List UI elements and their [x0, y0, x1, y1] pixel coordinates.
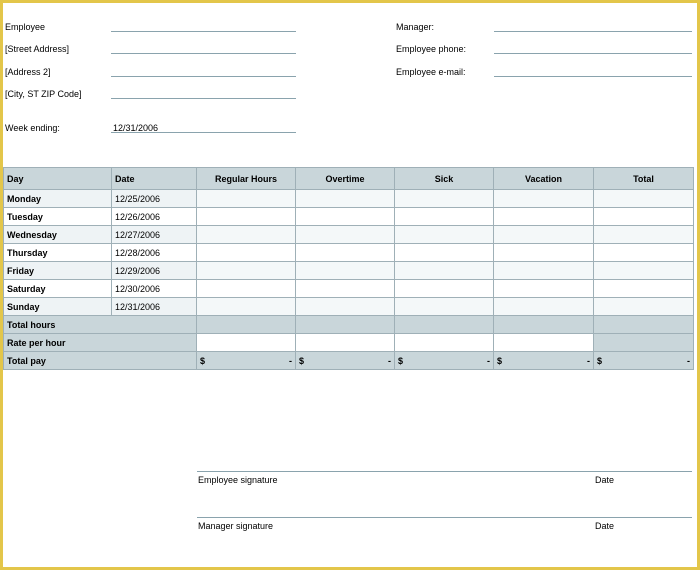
timesheet-table [3, 167, 694, 370]
vacation-cell[interactable] [494, 208, 594, 226]
date-cell[interactable]: 12/27/2006 [112, 226, 197, 244]
date-cell[interactable]: 12/26/2006 [112, 208, 197, 226]
column-header-date: Date [112, 168, 197, 190]
rate-per-hour-row [4, 334, 694, 352]
sick-cell[interactable] [395, 262, 494, 280]
total-cell[interactable] [594, 298, 694, 316]
overtime-cell[interactable] [296, 226, 395, 244]
sick-cell[interactable] [395, 280, 494, 298]
vacation-cell[interactable] [494, 262, 594, 280]
week-ending-field[interactable] [111, 132, 296, 133]
day-cell: Monday [4, 190, 112, 208]
total-hours-row [4, 316, 694, 334]
overtime-cell[interactable] [296, 190, 395, 208]
column-header-sick: Sick [395, 168, 494, 190]
total-sick-cell [395, 316, 494, 334]
employee-signature-date-label: Date [595, 475, 615, 485]
day-cell: Friday [4, 262, 112, 280]
date-cell[interactable]: 12/28/2006 [112, 244, 197, 262]
total-overtime-cell [296, 316, 395, 334]
manager-signature-label: Manager signature [198, 521, 274, 531]
total-pay-row [4, 352, 694, 370]
vacation-cell[interactable] [494, 298, 594, 316]
sick-cell[interactable] [395, 298, 494, 316]
date-cell[interactable]: 12/25/2006 [112, 190, 197, 208]
rate-regular-cell[interactable] [197, 334, 296, 352]
total-hours-label: Total hours [4, 316, 197, 334]
regular-hours-cell[interactable] [197, 226, 296, 244]
total-cell[interactable] [594, 244, 694, 262]
overtime-cell[interactable] [296, 298, 395, 316]
street-address-label: [Street Address] [5, 44, 70, 54]
rate-overtime-cell[interactable] [296, 334, 395, 352]
column-header-overtime: Overtime [296, 168, 395, 190]
city-state-zip-label: [City, ST ZIP Code] [5, 89, 82, 99]
date-cell[interactable]: 12/31/2006 [112, 298, 197, 316]
street-address-field[interactable] [111, 53, 296, 54]
pay-amount: - [289, 355, 292, 366]
manager-signature-date-label: Date [595, 521, 615, 531]
currency-symbol: $ [597, 355, 603, 366]
total-vacation-cell [494, 316, 594, 334]
currency-symbol: $ [299, 355, 305, 366]
regular-hours-cell[interactable] [197, 262, 296, 280]
rate-vacation-cell[interactable] [494, 334, 594, 352]
employee-phone-label: Employee phone: [396, 44, 467, 54]
employee-email-label: Employee e-mail: [396, 67, 466, 77]
vacation-cell[interactable] [494, 190, 594, 208]
total-cell[interactable] [594, 208, 694, 226]
day-cell: Sunday [4, 298, 112, 316]
pay-amount: - [388, 355, 391, 366]
sick-cell[interactable] [395, 244, 494, 262]
pay-amount: - [587, 355, 590, 366]
total-pay-label: Total pay [4, 352, 197, 370]
pay-total-cell [594, 352, 694, 370]
sick-cell[interactable] [395, 208, 494, 226]
manager-field[interactable] [494, 31, 692, 32]
regular-hours-cell[interactable] [197, 208, 296, 226]
column-header-regular-hours: Regular Hours [197, 168, 296, 190]
employee-email-field[interactable] [494, 76, 692, 77]
day-cell: Tuesday [4, 208, 112, 226]
currency-symbol: $ [398, 355, 404, 366]
total-cell[interactable] [594, 262, 694, 280]
regular-hours-cell[interactable] [197, 280, 296, 298]
vacation-cell[interactable] [494, 226, 594, 244]
table-row [4, 226, 694, 244]
total-cell[interactable] [594, 226, 694, 244]
overtime-cell[interactable] [296, 208, 395, 226]
table-row [4, 280, 694, 298]
table-header-row [4, 168, 694, 190]
date-cell[interactable]: 12/29/2006 [112, 262, 197, 280]
column-header-day: Day [4, 168, 112, 190]
employee-field[interactable] [111, 31, 296, 32]
day-cell: Wednesday [4, 226, 112, 244]
manager-label: Manager: [396, 22, 435, 32]
employee-signature-label: Employee signature [198, 475, 278, 485]
employee-signature-line[interactable] [197, 471, 692, 472]
total-total-cell [594, 316, 694, 334]
total-regular-hours-cell [197, 316, 296, 334]
rate-per-hour-label: Rate per hour [4, 334, 197, 352]
table-row [4, 244, 694, 262]
rate-total-cell [594, 334, 694, 352]
column-header-total: Total [594, 168, 694, 190]
table-row [4, 298, 694, 316]
regular-hours-cell[interactable] [197, 244, 296, 262]
table-row [4, 208, 694, 226]
employee-label: Employee [5, 22, 46, 32]
manager-signature-line[interactable] [197, 517, 692, 518]
overtime-cell[interactable] [296, 244, 395, 262]
table-row [4, 262, 694, 280]
total-cell[interactable] [594, 280, 694, 298]
week-ending-value[interactable]: 12/31/2006 [113, 123, 159, 133]
address-2-label: [Address 2] [5, 67, 51, 77]
regular-hours-cell[interactable] [197, 298, 296, 316]
currency-symbol: $ [497, 355, 503, 366]
day-cell: Saturday [4, 280, 112, 298]
sick-cell[interactable] [395, 190, 494, 208]
sick-cell[interactable] [395, 226, 494, 244]
vacation-cell[interactable] [494, 280, 594, 298]
week-ending-label: Week ending: [5, 123, 60, 133]
currency-symbol: $ [200, 355, 206, 366]
table-row [4, 190, 694, 208]
pay-amount: - [487, 355, 490, 366]
pay-sick-cell [395, 352, 494, 370]
address-2-field[interactable] [111, 76, 296, 77]
city-state-zip-field[interactable] [111, 98, 296, 99]
pay-amount: - [687, 355, 690, 366]
column-header-vacation: Vacation [494, 168, 594, 190]
pay-vacation-cell [494, 352, 594, 370]
date-cell[interactable]: 12/30/2006 [112, 280, 197, 298]
overtime-cell[interactable] [296, 280, 395, 298]
day-cell: Thursday [4, 244, 112, 262]
employee-phone-field[interactable] [494, 53, 692, 54]
rate-sick-cell[interactable] [395, 334, 494, 352]
vacation-cell[interactable] [494, 244, 594, 262]
pay-regular-cell [197, 352, 296, 370]
pay-overtime-cell [296, 352, 395, 370]
regular-hours-cell[interactable] [197, 190, 296, 208]
total-cell[interactable] [594, 190, 694, 208]
overtime-cell[interactable] [296, 262, 395, 280]
